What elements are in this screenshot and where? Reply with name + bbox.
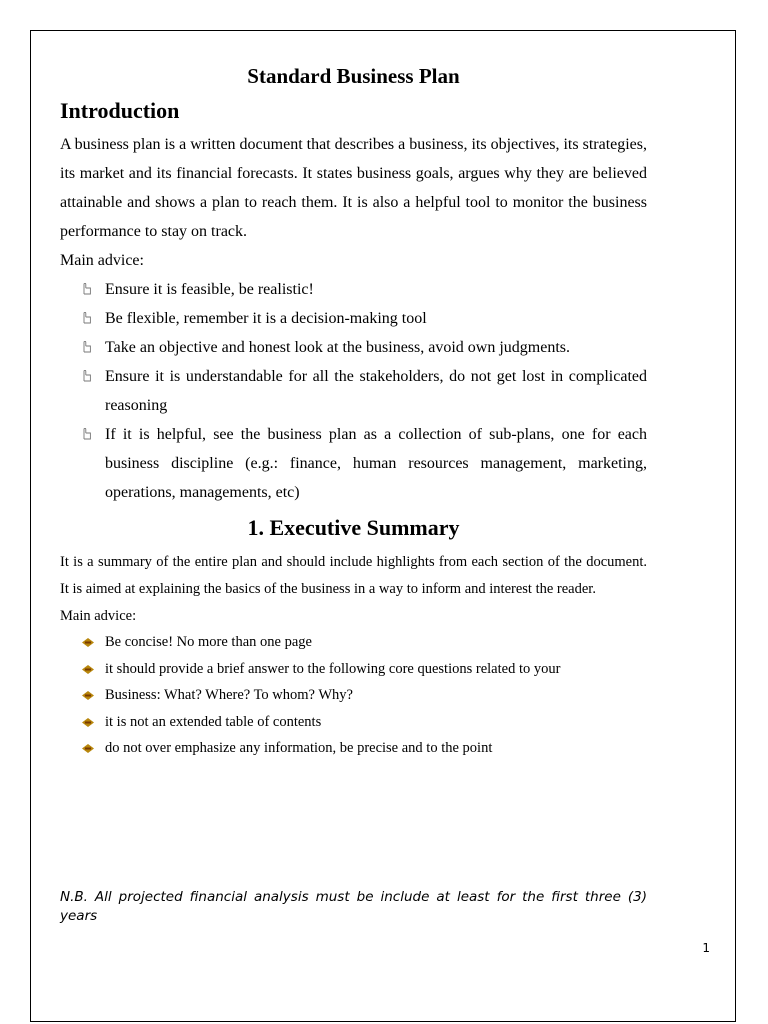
- list-item: [60, 304, 647, 333]
- list-item-text: do not over emphasize any information, be precise and to the point: [105, 740, 493, 757]
- list-item-text: Ensure it is feasible, be realistic!: [105, 281, 314, 298]
- diamond-bullet-icon: [82, 665, 94, 674]
- executive-summary-advice-list: [60, 629, 647, 762]
- list-item: [60, 709, 647, 736]
- diamond-bullet-icon: [82, 744, 94, 753]
- executive-summary-heading: 1. Executive Summary: [247, 515, 460, 540]
- list-item-text: Be concise! No more than one page: [105, 634, 312, 650]
- list-item-text: Business: What? Where? To whom? Why?: [105, 687, 353, 704]
- list-item-text: Be flexible, remember it is a decision-making tool: [105, 310, 427, 327]
- hand-pointer-icon: [81, 341, 92, 353]
- executive-summary-paragraph: It is a summary of the entire plan and should include highlights from each section of the document. It is aimed at explaining the basics of the business in a way to inform and interest the reader.: [60, 554, 647, 597]
- list-item: [60, 420, 647, 507]
- list-item-text: If it is helpful, see the business plan as a collection of sub-plans, one for each business discipline (e.g.: finance, human resources management, marketing, operations, managements, etc): [105, 426, 647, 501]
- diamond-bullet-icon: [82, 638, 94, 647]
- list-item: [60, 682, 647, 709]
- introduction-heading: Introduction: [60, 98, 180, 123]
- diamond-bullet-icon: [82, 691, 94, 700]
- list-item: [60, 656, 647, 683]
- hand-pointer-icon: [81, 312, 92, 324]
- executive-summary-advice-label: Main advice:: [60, 608, 137, 624]
- introduction-advice-list: [60, 275, 647, 507]
- list-item: [60, 362, 647, 420]
- introduction-advice-label: Main advice:: [60, 252, 144, 269]
- page-content: [60, 60, 647, 762]
- introduction-paragraph: A business plan is a written document that describes a business, its objectives, its strategies, its market and its financial forecasts. It states business goals, argues why they are believed attainable and shows a plan to reach them. It is also a helpful tool to monitor the business performance to stay on track.: [60, 136, 648, 240]
- hand-pointer-icon: [81, 370, 92, 382]
- list-item-text: it is not an extended table of contents: [105, 713, 322, 730]
- list-item: [60, 333, 647, 362]
- hand-pointer-icon: [81, 428, 92, 440]
- list-item-text: Ensure it is understandable for all the stakeholders, do not get lost in complicated reasoning: [105, 368, 647, 414]
- list-item-text: Take an objective and honest look at the business, avoid own judgments.: [105, 339, 571, 356]
- footnote: N.B. All projected financial analysis must be include at least for the first three (3) years: [60, 889, 647, 924]
- list-item: [60, 735, 647, 762]
- document-title: Standard Business Plan: [247, 64, 460, 88]
- hand-pointer-icon: [81, 283, 92, 295]
- page-number: 1: [702, 941, 710, 955]
- list-item-text: it should provide a brief answer to the following core questions related to your: [105, 660, 561, 677]
- list-item: [60, 275, 647, 304]
- diamond-bullet-icon: [82, 718, 94, 727]
- list-item: [60, 629, 647, 656]
